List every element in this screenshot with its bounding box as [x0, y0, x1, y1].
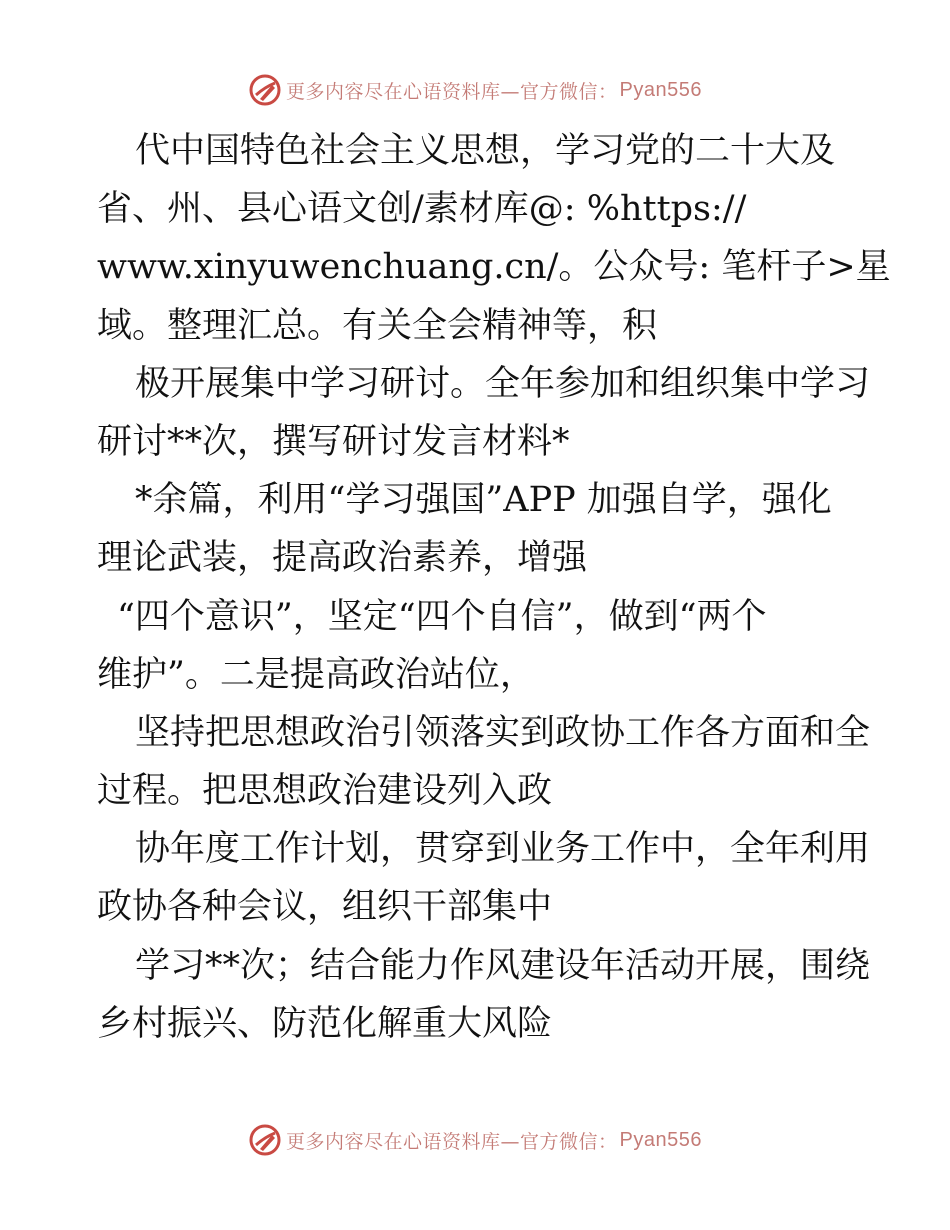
text-line: 省、州、县心语文创/素材库@: %https:// [97, 189, 747, 230]
text-line: 代中国特色社会主义思想，学习党的二十大及 [135, 131, 836, 171]
text-line: www.xinyuwenchuang.cn/。公众号: 笔杆子>星 [97, 247, 891, 288]
text-line: 域。整理汇总。有关全会精神等，积 [97, 305, 658, 346]
footer-watermark [0, 1122, 950, 1158]
text-line: 学习**次；结合能力作风建设年活动开展，围绕 [135, 945, 871, 986]
document-body [97, 122, 891, 1053]
text-line: 乡村振兴、防范化解重大风险 [97, 1003, 553, 1044]
watermark-text: 更多内容尽在心语资料库—官方微信： [286, 80, 618, 103]
text-line: “四个意识”，坚定“四个自信”，做到“两个 [117, 596, 767, 637]
text-line: 极开展集中学习研讨。全年参加和组织集中学习 [135, 363, 871, 404]
book-pen-logo-icon [248, 1123, 282, 1157]
header-watermark [0, 72, 950, 108]
watermark-text: 更多内容尽在心语资料库—官方微信： [286, 1130, 618, 1153]
book-pen-logo-icon [248, 73, 282, 107]
text-line: *余篇，利用“学习强国”APP 加强自学，强化 [135, 480, 832, 521]
text-line: 维护”。二是提高政治站位， [97, 654, 535, 695]
text-line: 协年度工作计划，贯穿到业务工作中，全年利用 [135, 829, 871, 870]
text-line: 理论武装，提高政治素养，增强 [97, 538, 588, 579]
text-line: 政协各种会议，组织干部集中 [97, 887, 553, 928]
watermark-wechat-id: Pyan556 [619, 1128, 702, 1151]
text-line: 研讨**次，撰写研讨发言材料* [97, 421, 570, 462]
text-line: 坚持把思想政治引领落实到政协工作各方面和全 [135, 712, 871, 753]
watermark-wechat-id: Pyan556 [619, 78, 702, 101]
text-line: 过程。把思想政治建设列入政 [97, 771, 553, 812]
